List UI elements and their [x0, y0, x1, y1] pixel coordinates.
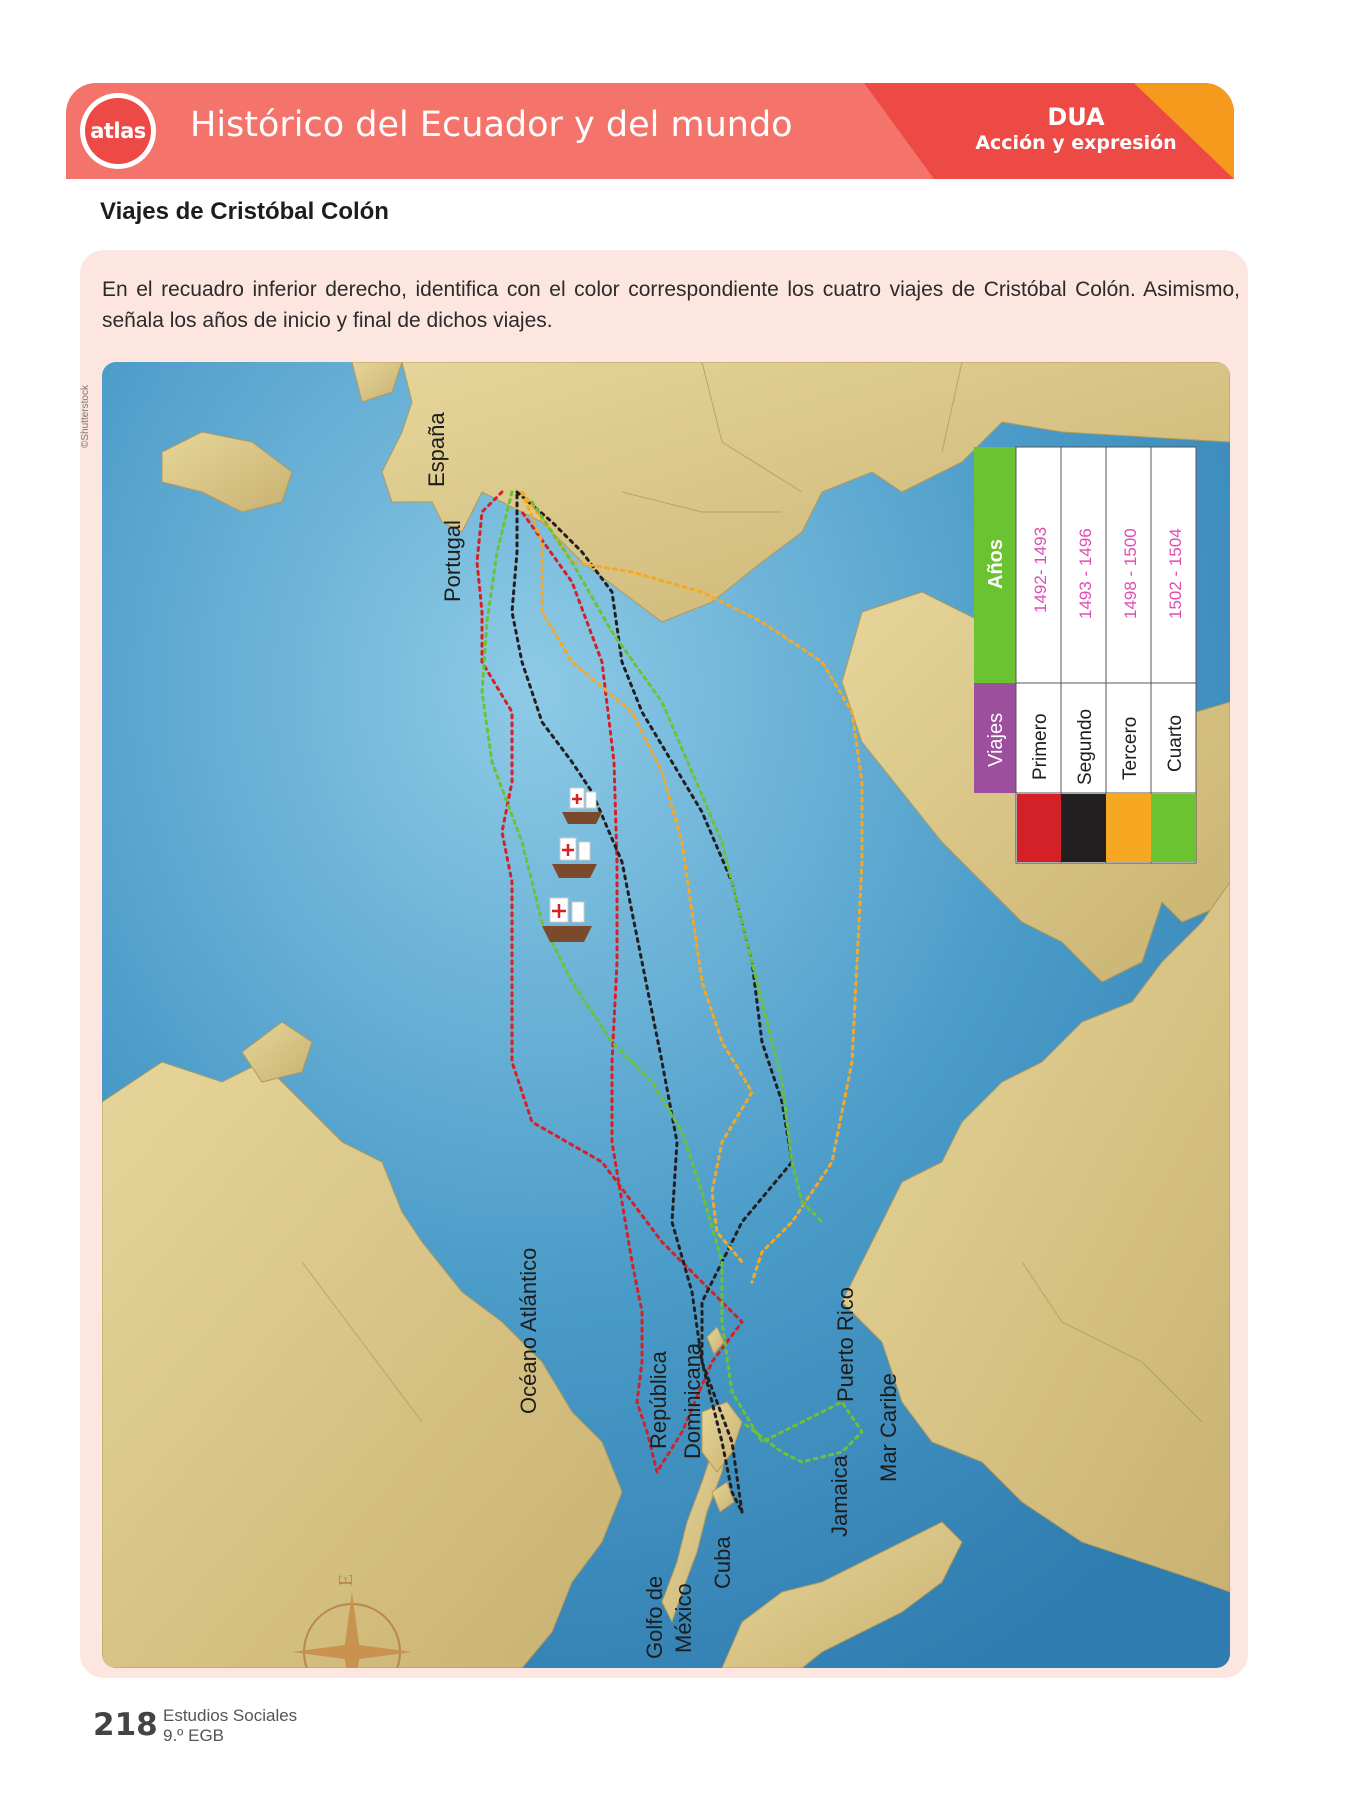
instructions-text: En el recuadro inferior derecho, identifica con el color correspondiente los cuatro viajes de Cristóbal Colón. Asimismo, señala los años de inicio y final de dichos viajes. — [102, 278, 1240, 332]
voyages-map — [102, 362, 1230, 1668]
legend-viajes-label: Viajes — [985, 712, 1007, 767]
legend-swatch-cuarto — [1151, 794, 1196, 862]
logo-text: atlas — [85, 98, 151, 164]
compass-e-label: E — [335, 1573, 357, 1587]
legend-viaje-tercero: Tercero — [1120, 716, 1141, 780]
footer-grade: 9.º EGB — [163, 1726, 225, 1745]
label-jamaica: Jamaica — [827, 1455, 852, 1537]
header-banner — [66, 83, 1234, 179]
label-cuba: Cuba — [710, 1536, 735, 1589]
footer-subject — [163, 1706, 297, 1746]
page-number: 218 — [93, 1707, 158, 1743]
legend-viaje-cuarto: Cuarto — [1165, 714, 1186, 772]
label-golfo: Golfo de — [642, 1575, 667, 1659]
image-credit: ©Shutterstock — [80, 385, 91, 448]
legend-swatch-segundo — [1061, 794, 1106, 862]
footer-subject-name: Estudios Sociales — [163, 1706, 298, 1725]
legend-anos-label: Años — [985, 539, 1007, 589]
legend-anos-primero: 1492- 1493 — [1031, 526, 1050, 613]
dua-badge — [946, 103, 1206, 155]
legend-viaje-segundo: Segundo — [1075, 708, 1096, 785]
legend-anos-cuarto: 1502 - 1504 — [1166, 528, 1185, 619]
section-title: Viajes de Cristóbal Colón — [100, 198, 389, 225]
label-espana: España — [424, 412, 449, 487]
ship-3 — [542, 898, 592, 942]
legend-viaje-primero: Primero — [1030, 713, 1051, 780]
label-portugal: Portugal — [440, 520, 465, 602]
legend-swatch-primero — [1017, 794, 1061, 862]
legend-swatch-tercero — [1106, 794, 1151, 862]
legend-anos-tercero: 1498 - 1500 — [1121, 528, 1140, 619]
banner-title: Histórico del Ecuador y del mundo — [190, 105, 793, 145]
atlas-logo — [80, 93, 156, 169]
label-dominicana: Dominicana — [680, 1342, 705, 1459]
legend-anos-segundo: 1493 - 1496 — [1076, 528, 1095, 619]
dua-subtitle: Acción y expresión — [975, 132, 1177, 154]
label-mexico: México — [671, 1583, 696, 1653]
dua-title: DUA — [1047, 103, 1105, 131]
label-mar-caribe: Mar Caribe — [876, 1373, 901, 1482]
label-oceano: Océano Atlántico — [516, 1247, 541, 1414]
label-republica: República — [646, 1351, 671, 1449]
label-puerto-rico: Puerto Rico — [833, 1287, 858, 1402]
legend-rows — [1016, 447, 1196, 863]
